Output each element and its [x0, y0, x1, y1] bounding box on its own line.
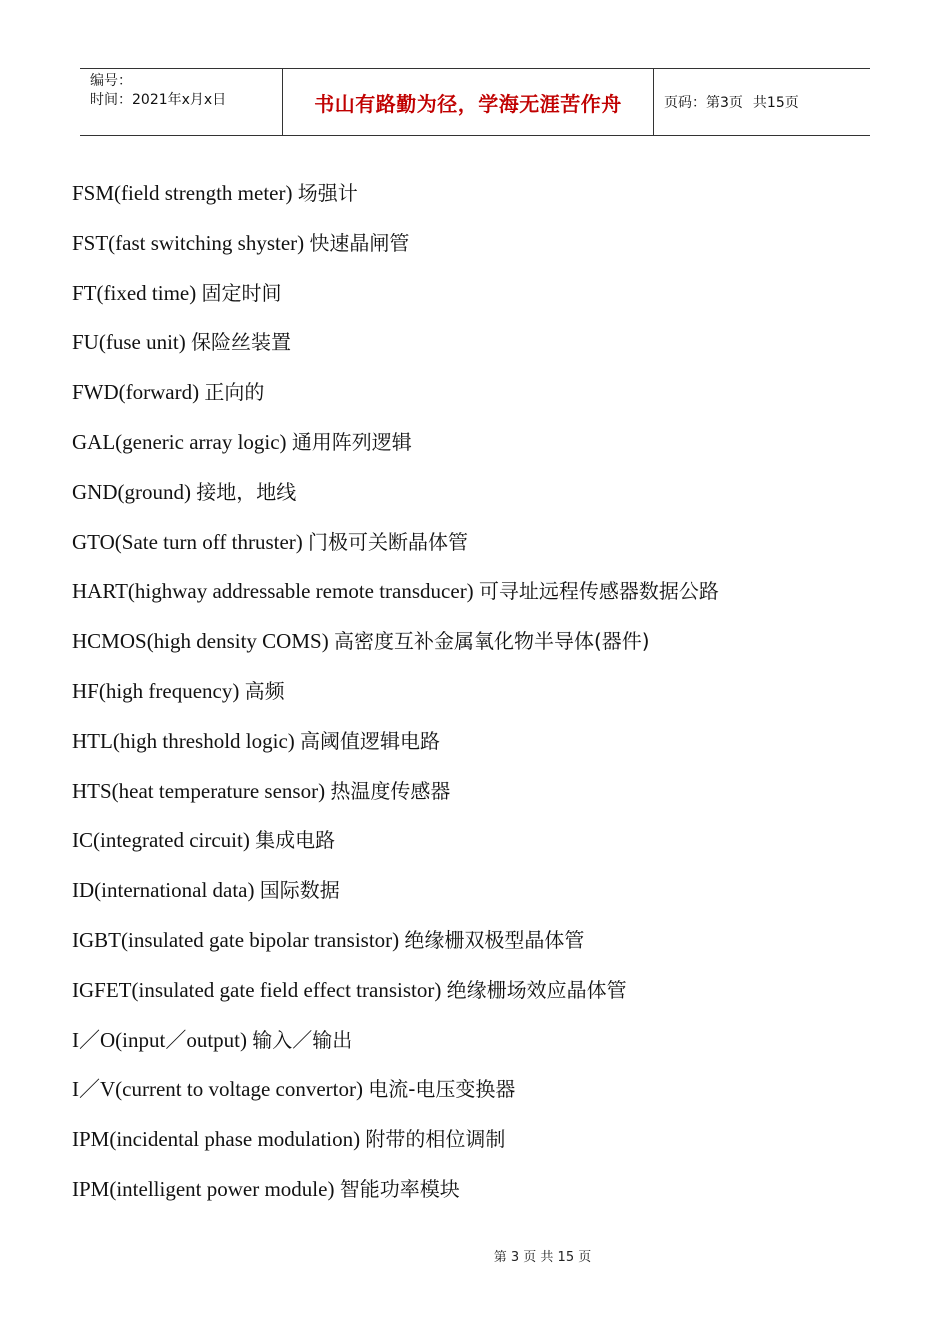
glossary-translation: 门极可关断晶体管 — [308, 529, 469, 554]
document-time-label: 时间：2021年x月x日 — [90, 92, 227, 108]
glossary-entry — [72, 1023, 892, 1073]
glossary-entry — [72, 375, 892, 425]
glossary-entry — [72, 873, 892, 923]
glossary-entry — [72, 176, 892, 226]
glossary-list — [72, 176, 892, 1222]
glossary-entry — [72, 325, 892, 375]
glossary-term: HCMOS(high density COMS) — [72, 629, 329, 654]
glossary-term: FST(fast switching shyster) — [72, 230, 305, 255]
glossary-term: GND(ground) — [72, 479, 191, 504]
glossary-term: HART(highway addressable remote transducer) — [72, 579, 474, 604]
header-page-info — [654, 69, 870, 135]
document-number-label: 编号： — [90, 73, 132, 89]
glossary-translation: 通用阵列逻辑 — [291, 429, 412, 454]
glossary-entry — [72, 574, 892, 624]
glossary-translation: 保险丝装置 — [191, 330, 291, 355]
glossary-translation: 绝缘栅双极型晶体管 — [404, 927, 585, 952]
header-motto: 书山有路勤为径，学海无涯苦作舟 — [282, 69, 654, 135]
glossary-term: IPM(incidental phase modulation) — [72, 1127, 361, 1152]
glossary-translation: 国际数据 — [259, 878, 340, 903]
glossary-term: FT(fixed time) — [72, 280, 197, 305]
glossary-term: FU(fuse unit) — [72, 330, 186, 355]
glossary-translation: 高阈值逻辑电路 — [300, 728, 441, 753]
glossary-term: IGBT(insulated gate bipolar transistor) — [72, 927, 400, 952]
glossary-term: IPM(intelligent power module) — [72, 1176, 335, 1201]
glossary-term: HTL(high threshold logic) — [72, 728, 295, 753]
glossary-term: GAL(generic array logic) — [72, 429, 287, 454]
glossary-entry — [72, 276, 892, 326]
glossary-term: ID(international data) — [72, 878, 255, 903]
glossary-entry — [72, 823, 892, 873]
glossary-term: HTS(heat temperature sensor) — [72, 778, 326, 803]
glossary-entry — [72, 724, 892, 774]
header-page-number: 页码：第3页 — [664, 95, 743, 111]
glossary-entry — [72, 923, 892, 973]
glossary-entry — [72, 624, 892, 674]
page-footer — [0, 1246, 950, 1265]
glossary-translation: 集成电路 — [255, 828, 336, 853]
glossary-term: FSM(field strength meter) — [72, 181, 293, 205]
glossary-translation: 输入／输出 — [252, 1027, 353, 1052]
glossary-translation: 高密度互补金属氧化物半导体(器件) — [333, 629, 650, 654]
glossary-translation: 场强计 — [297, 181, 358, 205]
glossary-term: IGFET(insulated gate field effect transistor) — [72, 977, 442, 1002]
glossary-entry — [72, 525, 892, 575]
glossary-entry — [72, 973, 892, 1023]
glossary-term: HF(high frequency) — [72, 678, 240, 703]
header-meta — [80, 69, 282, 135]
glossary-entry — [72, 774, 892, 824]
glossary-translation: 附带的相位调制 — [365, 1127, 506, 1152]
glossary-translation: 热温度传感器 — [330, 778, 451, 803]
glossary-translation: 可寻址远程传感器数据公路 — [478, 579, 719, 604]
page-header — [80, 68, 870, 136]
glossary-translation: 快速晶闸管 — [309, 230, 410, 255]
glossary-term: FWD(forward) — [72, 380, 200, 405]
glossary-term: I／O(input／output) — [72, 1027, 247, 1052]
glossary-translation: 绝缘栅场效应晶体管 — [446, 977, 627, 1002]
glossary-entry — [72, 475, 892, 525]
footer-page-indicator: 第 3 页 共 15 页 — [493, 1250, 592, 1265]
glossary-entry — [72, 226, 892, 276]
glossary-translation: 正向的 — [204, 380, 265, 405]
glossary-translation: 智能功率模块 — [339, 1176, 460, 1201]
glossary-translation: 电流-电压变换器 — [368, 1077, 516, 1102]
glossary-entry — [72, 1072, 892, 1122]
glossary-translation: 固定时间 — [201, 280, 282, 305]
glossary-entry — [72, 1172, 892, 1222]
glossary-term: IC(integrated circuit) — [72, 828, 250, 853]
glossary-translation: 接地，地线 — [196, 479, 297, 504]
glossary-entry — [72, 425, 892, 475]
glossary-term: GTO(Sate turn off thruster) — [72, 529, 303, 554]
glossary-entry — [72, 674, 892, 724]
glossary-entry — [72, 1122, 892, 1172]
glossary-term: I／V(current to voltage convertor) — [72, 1077, 363, 1102]
glossary-translation: 高频 — [244, 678, 285, 703]
header-page-total: 共15页 — [752, 95, 799, 111]
